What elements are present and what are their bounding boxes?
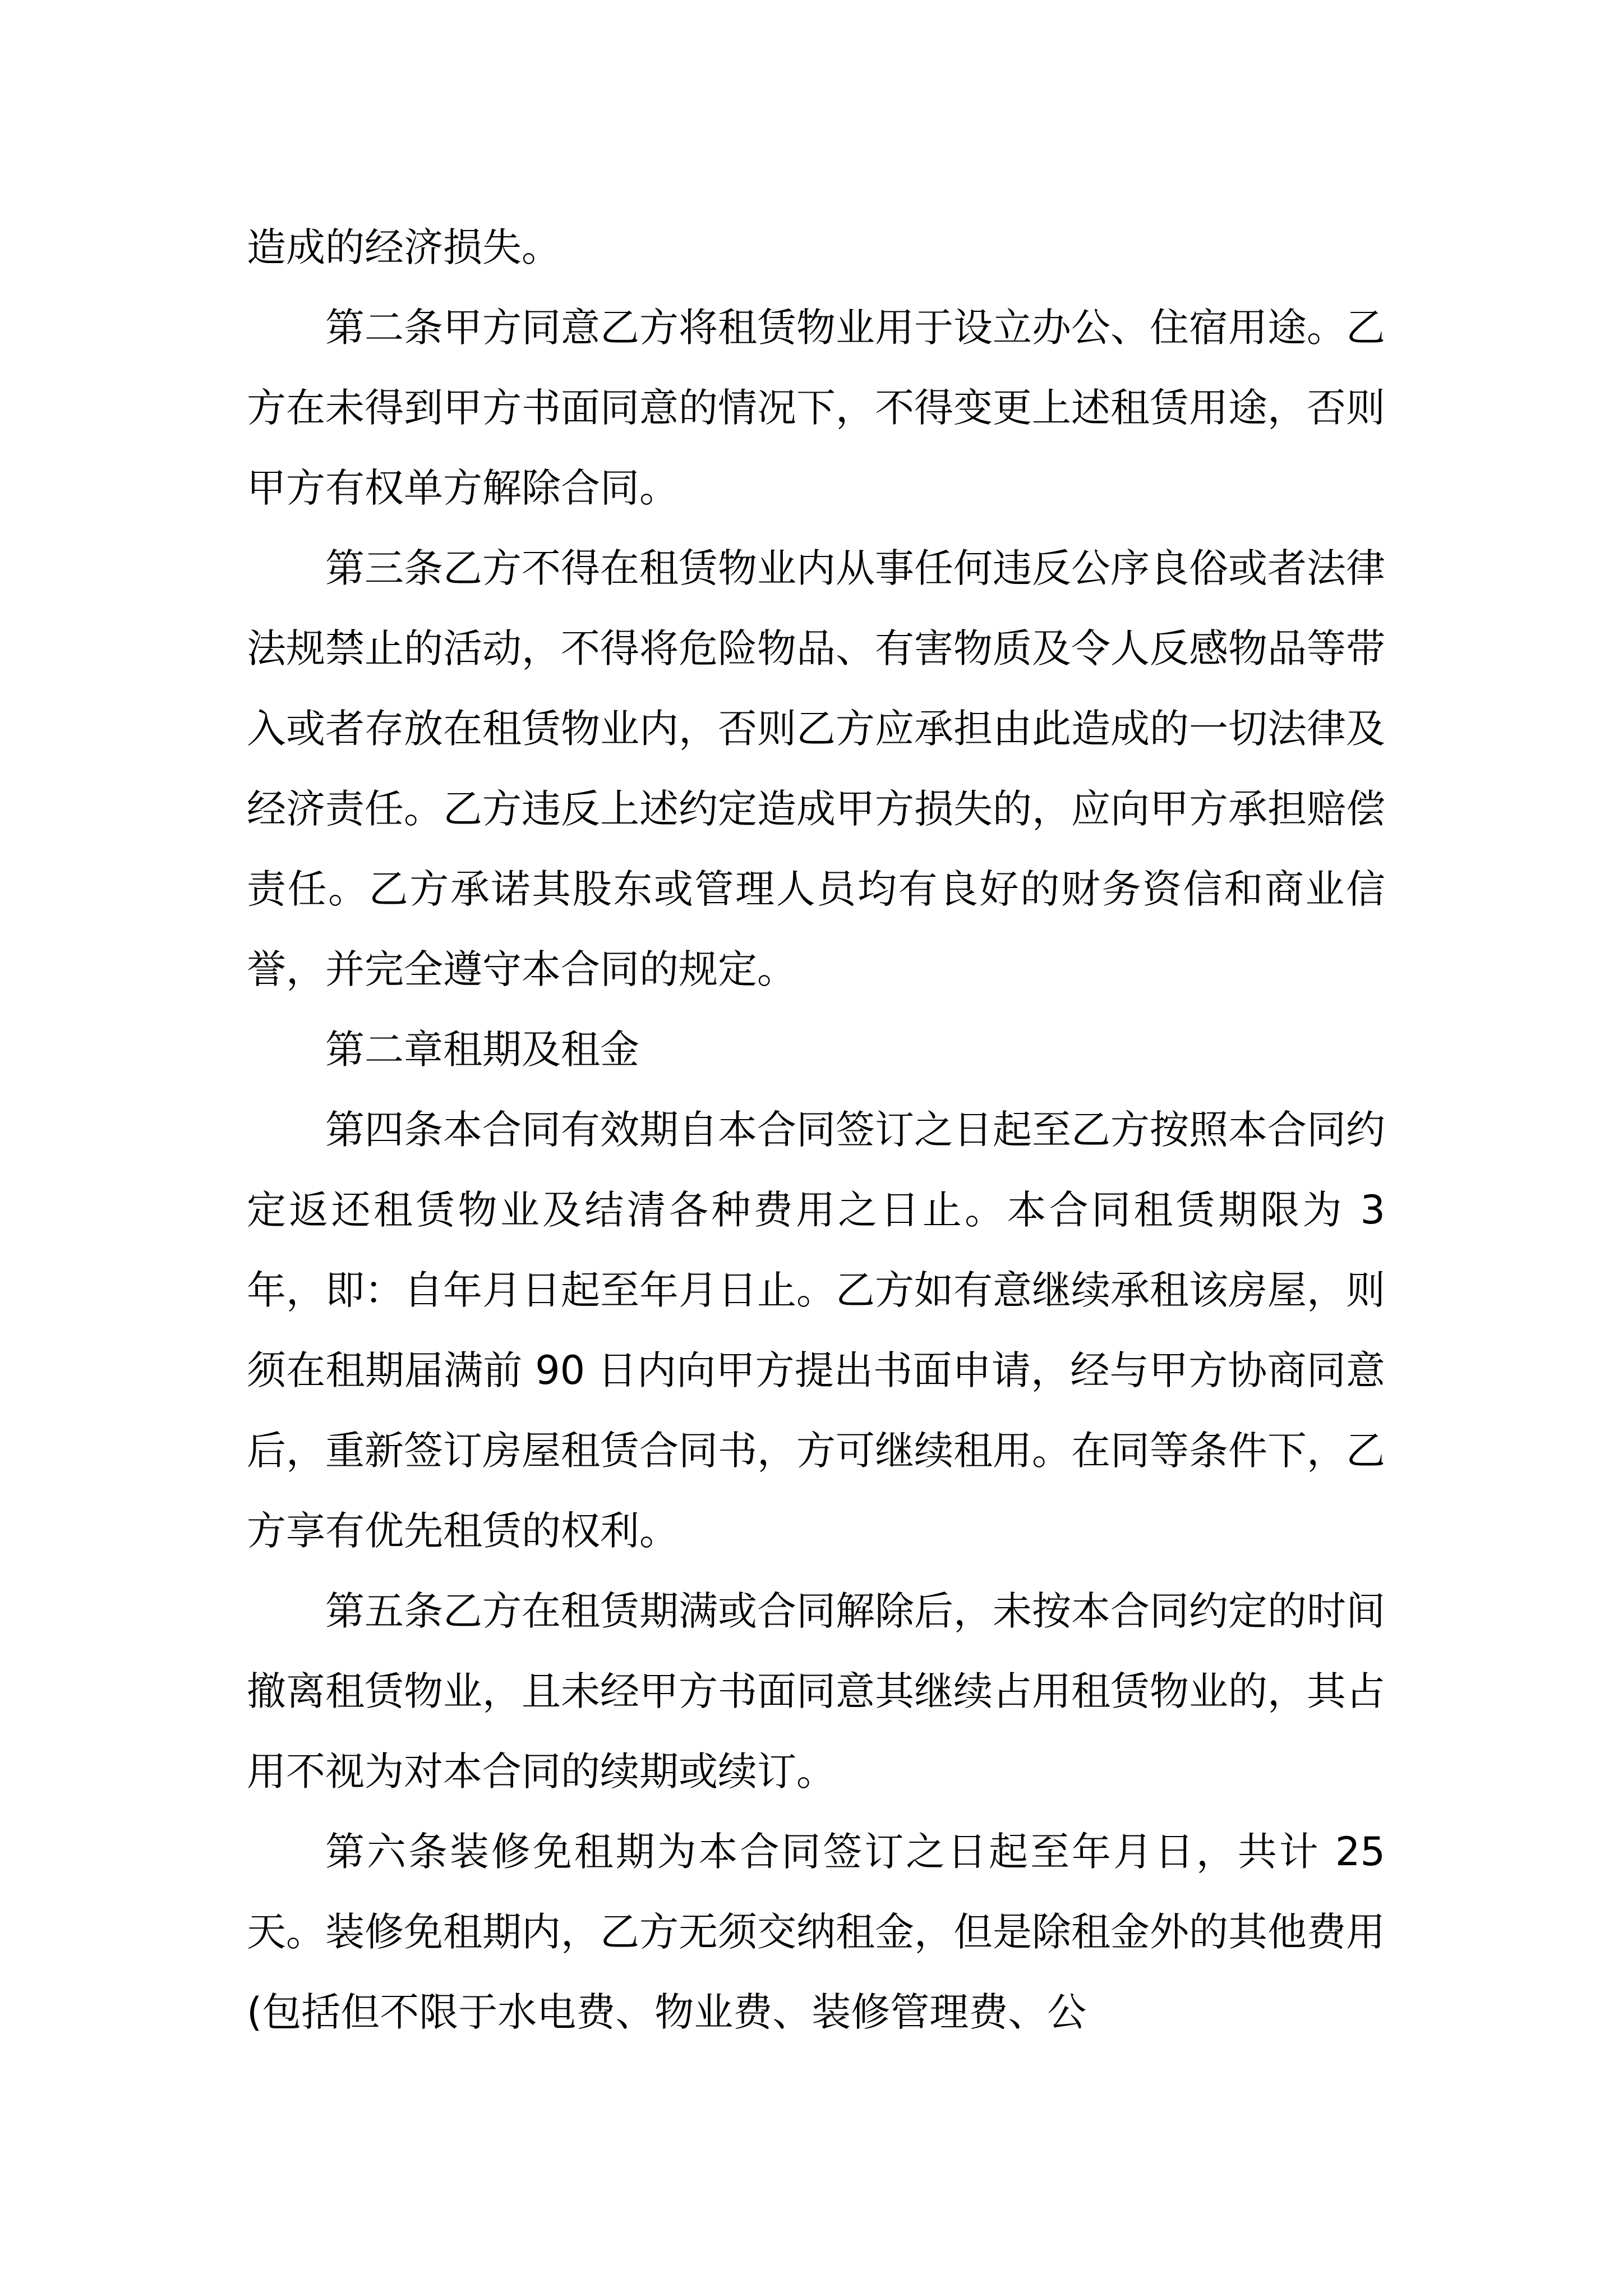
paragraph-4: 第四条本合同有效期自本合同签订之日起至乙方按照本合同约定返还租赁物业及结清各种费用之日止。本合同租赁期限为 3 年，即：自年月日起至年月日止。乙方如有意继续承租该房屋，则须在租期届满前 90 日内向甲方提出书面申请，经与甲方协商同意后，重新签订房屋租赁合同书，方可继续租用。在同等条件下，乙方享有优先租赁的权利。	[247, 1107, 1385, 1554]
paragraph-1: 造成的经济损失。	[247, 224, 561, 270]
paragraph-6: 第六条装修免租期为本合同签订之日起至年月日，共计 25 天。装修免租期内，乙方无须交纳租金，但是除租金外的其他费用(包括但不限于水电费、物业费、装修管理费、公	[247, 1829, 1385, 2035]
paragraph-2: 第二条甲方同意乙方将租赁物业用于设立办公、住宿用途。乙方在未得到甲方书面同意的情况下，不得变更上述租赁用途，否则甲方有权单方解除合同。	[247, 305, 1385, 511]
document-page	[247, 208, 1385, 2053]
paragraph-3: 第三条乙方不得在租赁物业内从事任何违反公序良俗或者法律法规禁止的活动，不得将危险物品、有害物质及令人反感物品等带入或者存放在租赁物业内，否则乙方应承担由此造成的一切法律及经济责任。乙方违反上述约定造成甲方损失的，应向甲方承担赔偿责任。乙方承诺其股东或管理人员均有良好的财务资信和商业信誉，并完全遵守本合同的规定。	[247, 545, 1385, 992]
chapter-heading: 第二章租期及租金	[325, 1027, 639, 1073]
paragraph-5: 第五条乙方在租赁期满或合同解除后，未按本合同约定的时间撤离租赁物业，且未经甲方书面同意其继续占用租赁物业的，其占用不视为对本合同的续期或续订。	[247, 1588, 1385, 1795]
